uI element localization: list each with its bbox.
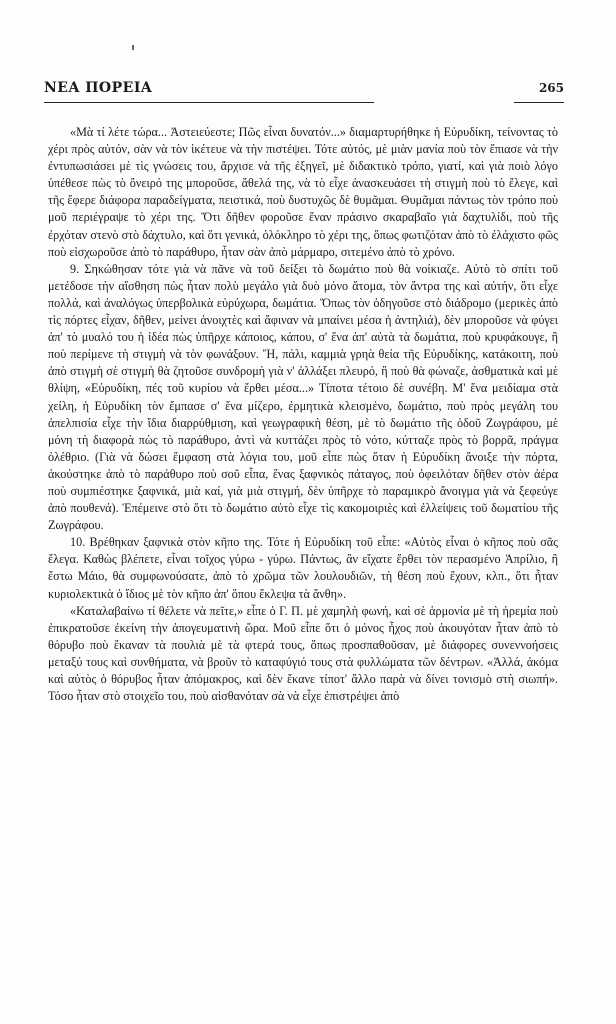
paragraph: «Καταλαβαίνω τί θέλετε νὰ πεῖτε,» εἶπε ὁ Γ. Π. μὲ χαμηλὴ φωνή, καὶ σὲ ἁρμονία μὲ τὴ ἠρεμία ποὺ ἐπικρατοῦσε ἐκείνη τὴν ἀπογευματινὴ ὥρα. Μοῦ εἶπε ὅτι ὁ μόνος ἦχος ποὺ ἀκουγόταν ἦταν ἀπὸ τὸ θόρυβο ποὺ ἔκαναν τὰ πουλιὰ μὲ τὰ φτερά τους, ὅπως προσπαθοῦσαν, μὲ διάφορες συνεννοήσεις μεταξύ τους καὶ συνθήματα, νὰ βροῦν τὸ καταφύγιό τους στὰ φυλλώματα τῶν δέντρων. «Ἀλλά, ἀκόμα καὶ αὐτὸς ὁ θόρυβος ἦταν ἀπόμακρος, καὶ δὲν ἔκανε τίποτ' ἄλλο παρὰ νὰ δίνει τονισμὸ στὴ σιωπή». Τόσο ἦταν στὸ στοιχεῖο του, ποὺ αἰσθανόταν σὰ νὰ εἶχε ἐπιστρέψει ἀπὸ: [48, 603, 558, 704]
body-text: [48, 124, 558, 705]
paragraph: 10. Βρέθηκαν ξαφνικὰ στὸν κῆπο της. Τότε ἡ Εὐρυδίκη τοῦ εἶπε: «Αὐτὸς εἶναι ὁ κῆπος ποὺ σᾶς ἔλεγα. Καθὼς βλέπετε, εἶναι τοῖχος γύρω - γύρω. Πάντως, ἂν εἴχατε ἔρθει τὸν περασμένο Ἀπρίλιο, ἢ ἔστω Μάιο, θὰ συμφωνούσατε, ἀπὸ τὸ χρῶμα τῶν λουλουδιῶν, τὴ θέση ποὺ ἔχουν, κλπ., ὅτι ἦταν κυριολεκτικὰ ὁ ἴδιος μὲ τὸν κῆπο ἀπ' ὅπου ἔκλεψα τὰ ἄνθη».: [48, 535, 558, 601]
journal-title: ΝΕΑ ΠΟΡΕΙΑ: [44, 80, 153, 96]
paragraph: 9. Σηκώθησαν τότε γιὰ νὰ πᾶνε νὰ τοῦ δείξει τὸ δωμάτιο ποὺ θὰ νοίκιαζε. Αὐτὸ τὸ σπίτι τοῦ μετέδοσε τὴν αἴσθηση πὼς ἦταν πολὺ μεγάλο γιὰ δυὸ μόνο ἄτομα, τὸν ἄντρα της καὶ αὐτήν, ὅτι εἶχε πολλά, καὶ ἀναλόγως ὑπερβολικὰ εὐρύχωρα, δωμάτια. Ὅπως τὸν ὁδηγοῦσε στὸ διάδρομο (μερικὲς ἀπὸ τὶς πόρτες εἶχαν, δῆθεν, μείνει ἀνοιχτὲς καὶ ἄφιναν νὰ μπαίνει μέσα ἡ ἀντηλιά), δὲν μποροῦσε νὰ φύγει ἀπ' τὸ μυαλό του ἡ ἰδέα πὼς ὑπῆρχε κάποιος, κάπου, σ' ἕνα ἀπ' αὐτὰ τὰ δωμάτια, ποὺ κρυφάκουγε, ἢ ποὺ περίμενε τὴ στιγμὴ νὰ τὸν φωνάξουν. Ἤ, πάλι, καμμιὰ γρηὰ θεία τῆς Εὐρυδίκης, κατάκοιτη, ποὺ ἀπὸ στιγμὴ σὲ στιγμὴ θὰ ζητοῦσε συνδρομὴ γιὰ ν' ἀλλάξει πλευρό, ἢ ποὺ θὰ φώναζε, ἀσθματικὰ καὶ μὲ θλίψη, «Εὐρυδίκη, πές τοῦ κυρίου νὰ ἔρθει μέσα...» Τίποτα τέτοιο δὲ συνέβη. Μ' ἕνα μειδίαμα στὰ χείλη, ἡ Εὐρυδίκη τὸν ἔμπασε σ' ἕνα μίζερο, ἐρμητικὰ κλεισμένο, δωμάτιο, ποὺ πρὸς μεγάλη του ἀπελπισία εἶχε τὴν ἴδια διαρρύθμιση, καὶ γεωγραφικὴ θέση, μὲ τὸ δωμάτιο τῆς ὁδοῦ Ζωγράφου, μὲ μόνη τὴ διαφορὰ πὼς τὸ παράθυρο, ἀντὶ νὰ κυττάζει πρὸς τὸ νότο, κύτταζε πρὸς τὸ βορρᾶ, πράγμα ὀλέθριο. (Γιὰ νὰ δώσει ἔμφαση στὰ λόγια του, μοῦ εἶπε πὼς ὅταν ἡ Εὐρυδίκη ἄνοιξε τὴν πόρτα, ἀκούστηκε ἀπὸ τὸ παράθυρο ποὺ σοῦ εἶπα, ἕνας ξαφνικὸς πάταγος, ποὺ ὀφειλόταν δῆθεν στὸν ἀέρα ποὺ συμπιέστηκε ξαφνικά, μιὰ καί, γιὰ μιὰ στιγμή, δὲν ὑπῆρχε τὸ παραμικρὸ ἄνοιγμα γιὰ νὰ ξεφεύγε ἀπὸ πουθενά). Ἐπέμεινε στὸ ὅτι τὸ δωμάτιο αὐτὸ εἶχε τὶς κακομοιριὲς καὶ ἐλλείψεις τοῦ δωματίου τῆς Ζωγράφου.: [48, 261, 558, 533]
header-rule-left: [44, 102, 374, 103]
running-header: [44, 80, 564, 106]
print-speck: [132, 45, 134, 50]
paragraph: «Μὰ τί λέτε τώρα... Ἀστειεύεστε; Πῶς εἶναι δυνατόν...» διαμαρτυρήθηκε ἡ Εὐρυδίκη, τείνοντας τὸ χέρι πρὸς αὐτόν, σὰν νὰ τὸν ἱκέτευε νὰ τὴν πιστέψει. Τότε αὐτός, μὲ μιὰν μανία ποὺ τὸν ἔπιασε νὰ τὴν ἐντυπωσιάσει μὲ τὶς γνώσεις του, ἄρχισε νὰ τῆς ἐξηγεῖ, μὲ διδακτικὸ τρόπο, γιατί, καὶ γιὰ ποιὸ λόγο ὑπέθεσε πὼς τὸ ὄνειρό της μποροῦσε, ἄθελά της, νὰ τὸ εἶχε ἀνασκευάσει τὴ στιγμὴ ποὺ τὸ ἔλεγε, καὶ τῆς ἔφερε διάφορα παραδείγματα, πειστικά, ποὺ δυστυχῶς δὲ θυμᾶμαι. Θυμᾶμαι πάντως τὸν τρόπο ποὺ μοῦ περιέγραψε τὸ χέρι της. Ὅτι δῆθεν φοροῦσε ἕναν πράσινο σκαραβαῖο γιὰ δαχτυλίδι, ποὺ τῆς ἐρχόταν στενὸ στὸ δάχτυλο, καὶ ὅτι γενικά, ὁλόκληρο τὸ χέρι της, ὅπως φωτιζόταν ἀπὸ τὸ ἐλάχιστο φῶς ποὺ εἰσχωροῦσε ἀπὸ τὸ παράθυρο, ἦταν σὰν ἀπὸ μάρμαρο, σιτεμένο ἀπὸ τὸ χρόνο.: [48, 125, 558, 259]
page-number: 265: [538, 81, 564, 95]
header-rule-right: [514, 102, 564, 103]
